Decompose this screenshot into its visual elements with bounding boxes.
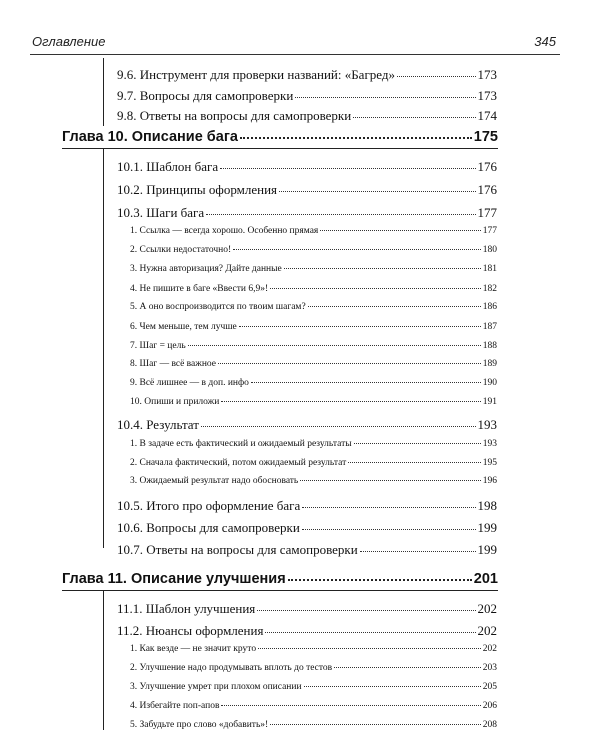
toc-entry[interactable]: 10.6. Вопросы для самопроверки 199 xyxy=(117,520,497,535)
toc-entry[interactable]: 9.6. Инструмент для проверки названий: «Багред» 173 xyxy=(117,67,497,82)
left-rule xyxy=(103,58,104,126)
toc-subentry[interactable]: 5. Забудьте про слово «добавить»! 208 xyxy=(130,720,497,730)
toc-subentry[interactable]: 8. Шаг — всё важное 189 xyxy=(130,359,497,369)
toc-subentry[interactable]: 10. Опиши и приложи 191 xyxy=(130,397,497,407)
toc-entry[interactable]: 10.4. Результат 193 xyxy=(117,417,497,432)
toc-entry[interactable]: 10.3. Шаги бага 177 xyxy=(117,205,497,220)
toc-chapter[interactable]: Глава 11. Описание улучшения 201 xyxy=(62,571,498,587)
toc-entry[interactable]: 10.1. Шаблон бага 176 xyxy=(117,159,497,174)
toc-subentry[interactable]: 3. Улучшение умрет при плохом описании 205 xyxy=(130,682,497,692)
toc-subentry[interactable]: 3. Нужна авторизация? Дайте данные 181 xyxy=(130,264,497,274)
toc-subentry[interactable]: 6. Чем меньше, тем лучше 187 xyxy=(130,322,497,332)
toc-subentry[interactable]: 2. Улучшение надо продумывать вплоть до тестов 203 xyxy=(130,663,497,673)
toc-entry[interactable]: 9.8. Ответы на вопросы для самопроверки 174 xyxy=(117,108,497,123)
left-rule xyxy=(103,590,104,730)
header-title: Оглавление xyxy=(32,34,106,49)
toc-subentry[interactable]: 5. А оно воспроизводится по твоим шагам? 186 xyxy=(130,302,497,312)
toc-entry[interactable]: 10.7. Ответы на вопросы для самопроверки 199 xyxy=(117,542,497,557)
header-page-number: 345 xyxy=(534,34,556,49)
left-rule xyxy=(103,148,104,548)
toc-subentry[interactable]: 4. Избегайте поп-апов 206 xyxy=(130,701,497,711)
toc-subentry[interactable]: 1. В задаче есть фактический и ожидаемый результаты 193 xyxy=(130,439,497,449)
toc-subentry[interactable]: 3. Ожидаемый результат надо обосновать 196 xyxy=(130,476,497,486)
toc-entry[interactable]: 11.2. Нюансы оформления 202 xyxy=(117,623,497,638)
toc-subentry[interactable]: 9. Всё лишнее — в доп. инфо 190 xyxy=(130,378,497,388)
toc-entry[interactable]: 11.1. Шаблон улучшения 202 xyxy=(117,601,497,616)
toc-subentry[interactable]: 4. Не пишите в баге «Ввести 6,9»! 182 xyxy=(130,284,497,294)
toc-subentry[interactable]: 7. Шаг = цель 188 xyxy=(130,341,497,351)
toc-entry[interactable]: 10.2. Принципы оформления 176 xyxy=(117,182,497,197)
toc-subentry[interactable]: 2. Ссылки недостаточно! 180 xyxy=(130,245,497,255)
toc-chapter[interactable]: Глава 10. Описание бага 175 xyxy=(62,129,498,145)
toc-subentry[interactable]: 1. Ссылка — всегда хорошо. Особенно прямая 177 xyxy=(130,226,497,236)
toc-entry[interactable]: 9.7. Вопросы для самопроверки 173 xyxy=(117,88,497,103)
toc-subentry[interactable]: 1. Как везде — не значит круто 202 xyxy=(130,644,497,654)
toc-subentry[interactable]: 2. Сначала фактический, потом ожидаемый результат 195 xyxy=(130,458,497,468)
toc-entry[interactable]: 10.5. Итого про оформление бага 198 xyxy=(117,498,497,513)
